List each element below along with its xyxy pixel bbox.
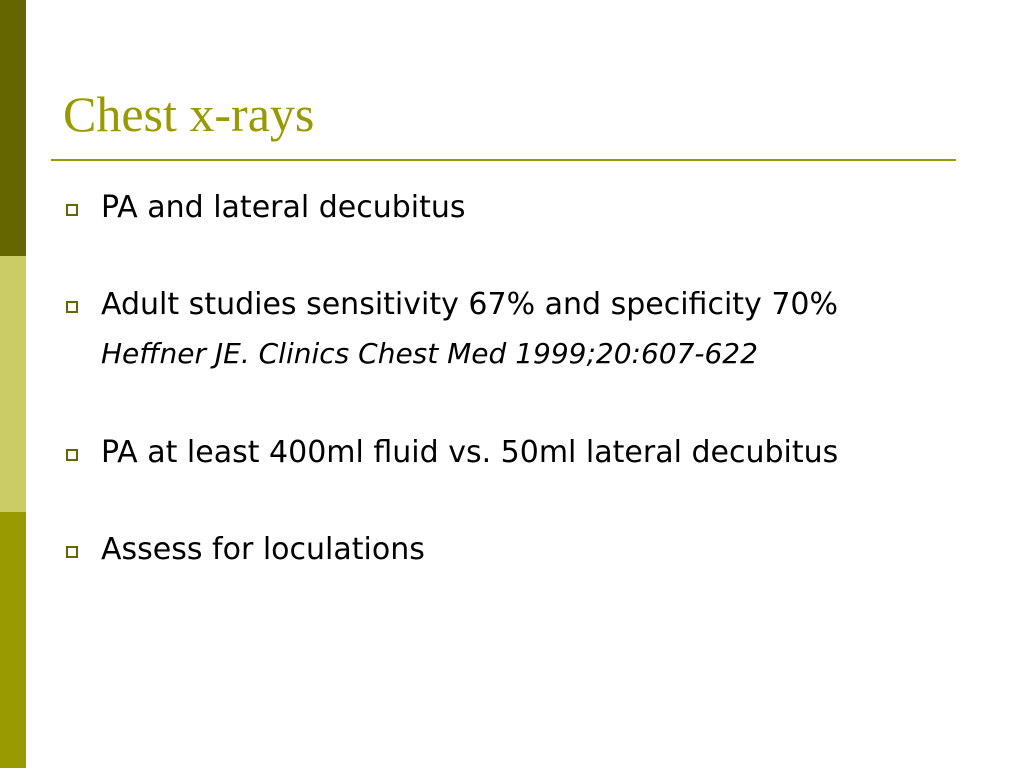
citation: Heffner JE. Clinics Chest Med 1999;20:607-622 (101, 337, 758, 370)
bullet-text: Assess for loculations (101, 532, 425, 567)
square-bullet-icon (66, 204, 78, 216)
bullet-text: Adult studies sensitivity 67% and specificity 70% (101, 287, 839, 322)
bullet-text: PA at least 400ml fluid vs. 50ml lateral decubitus (101, 435, 839, 470)
square-bullet-icon (66, 449, 78, 461)
bullet-text: PA and lateral decubitus (101, 190, 466, 225)
slide-title: Chest x-rays (63, 86, 315, 142)
square-bullet-icon (66, 301, 78, 313)
square-bullet-icon (66, 546, 78, 558)
